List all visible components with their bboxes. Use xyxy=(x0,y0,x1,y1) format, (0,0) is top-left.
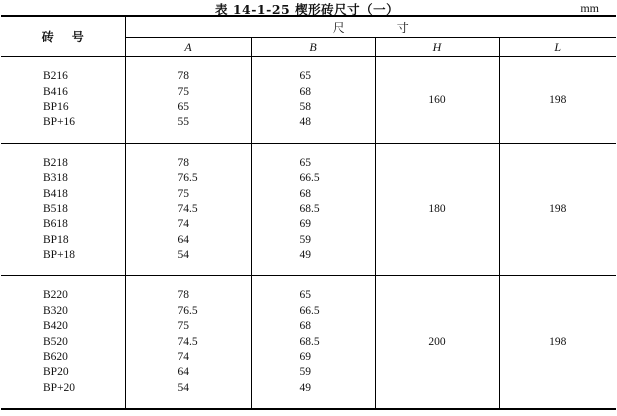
cell-brick-number: B216 xyxy=(43,70,68,83)
header-col-l: L xyxy=(499,38,616,57)
cell-brick-number: BP+16 xyxy=(43,116,76,129)
cell-h: 200 xyxy=(375,276,499,409)
cell-a: 76.5 xyxy=(125,171,251,186)
cell-b: 58 xyxy=(251,100,375,115)
cell-a: 74.5 xyxy=(125,334,251,349)
cell-l: 198 xyxy=(499,143,616,276)
cell-a: 75 xyxy=(125,319,251,334)
cell-b: 65 xyxy=(251,156,375,171)
cell-brick-number: B318 xyxy=(43,172,68,185)
group-padding-top xyxy=(1,143,616,156)
cell-h: 180 xyxy=(375,143,499,276)
cell-b: 49 xyxy=(251,248,375,263)
cell-brick-number: B320 xyxy=(43,304,68,317)
cell-b: 65 xyxy=(251,69,375,84)
header-brick-number: 砖号 xyxy=(1,16,125,57)
cell-brick-number: BP20 xyxy=(43,366,69,379)
title-row xyxy=(0,0,617,17)
cell-brick-number: BP+20 xyxy=(43,381,76,394)
cell-b: 66.5 xyxy=(251,304,375,319)
cell-b: 68 xyxy=(251,84,375,99)
cell-brick-number: BP16 xyxy=(43,100,69,113)
header-col-b: B xyxy=(251,38,375,57)
cell-b: 59 xyxy=(251,233,375,248)
header-col-h: H xyxy=(375,38,499,57)
group-padding-top xyxy=(1,276,616,289)
cell-b: 68 xyxy=(251,186,375,201)
cell-a: 76.5 xyxy=(125,304,251,319)
cell-brick-number: B218 xyxy=(43,156,68,169)
cell-a: 78 xyxy=(125,288,251,303)
cell-b: 59 xyxy=(251,365,375,380)
table-title: 表 14-1-25 楔形砖尺寸（一） xyxy=(215,2,400,17)
cell-brick-number: B420 xyxy=(43,320,68,333)
cell-l: 198 xyxy=(499,276,616,409)
group-padding-top xyxy=(1,57,616,70)
cell-b: 68 xyxy=(251,319,375,334)
cell-brick-number: B418 xyxy=(43,187,68,200)
cell-l: 198 xyxy=(499,57,616,144)
cell-h: 160 xyxy=(375,57,499,144)
brick-size-table xyxy=(1,15,616,410)
header-row-1 xyxy=(1,16,616,38)
cell-a: 75 xyxy=(125,84,251,99)
header-size: 尺寸 xyxy=(125,16,616,38)
cell-a: 74.5 xyxy=(125,202,251,217)
cell-a: 64 xyxy=(125,233,251,248)
cell-brick-number: B518 xyxy=(43,202,68,215)
cell-a: 64 xyxy=(125,365,251,380)
cell-a: 54 xyxy=(125,248,251,263)
cell-a: 65 xyxy=(125,100,251,115)
cell-b: 66.5 xyxy=(251,171,375,186)
cell-b: 49 xyxy=(251,381,375,396)
unit-label: mm xyxy=(580,1,599,15)
cell-brick-number: B416 xyxy=(43,85,68,98)
cell-a: 74 xyxy=(125,217,251,232)
cell-b: 68.5 xyxy=(251,334,375,349)
cell-b: 69 xyxy=(251,350,375,365)
cell-b: 68.5 xyxy=(251,202,375,217)
cell-a: 74 xyxy=(125,350,251,365)
cell-b: 65 xyxy=(251,288,375,303)
cell-brick-number: BP18 xyxy=(43,233,69,246)
cell-a: 55 xyxy=(125,115,251,130)
cell-brick-number: BP+18 xyxy=(43,249,76,262)
cell-a: 75 xyxy=(125,186,251,201)
cell-b: 48 xyxy=(251,115,375,130)
cell-brick-number: B220 xyxy=(43,289,68,302)
cell-b: 69 xyxy=(251,217,375,232)
header-col-a: A xyxy=(125,38,251,57)
cell-brick-number: B618 xyxy=(43,218,68,231)
cell-a: 78 xyxy=(125,69,251,84)
cell-brick-number: B520 xyxy=(43,335,68,348)
cell-brick-number: B620 xyxy=(43,351,68,364)
table-body xyxy=(1,16,616,409)
cell-a: 54 xyxy=(125,381,251,396)
cell-a: 78 xyxy=(125,156,251,171)
